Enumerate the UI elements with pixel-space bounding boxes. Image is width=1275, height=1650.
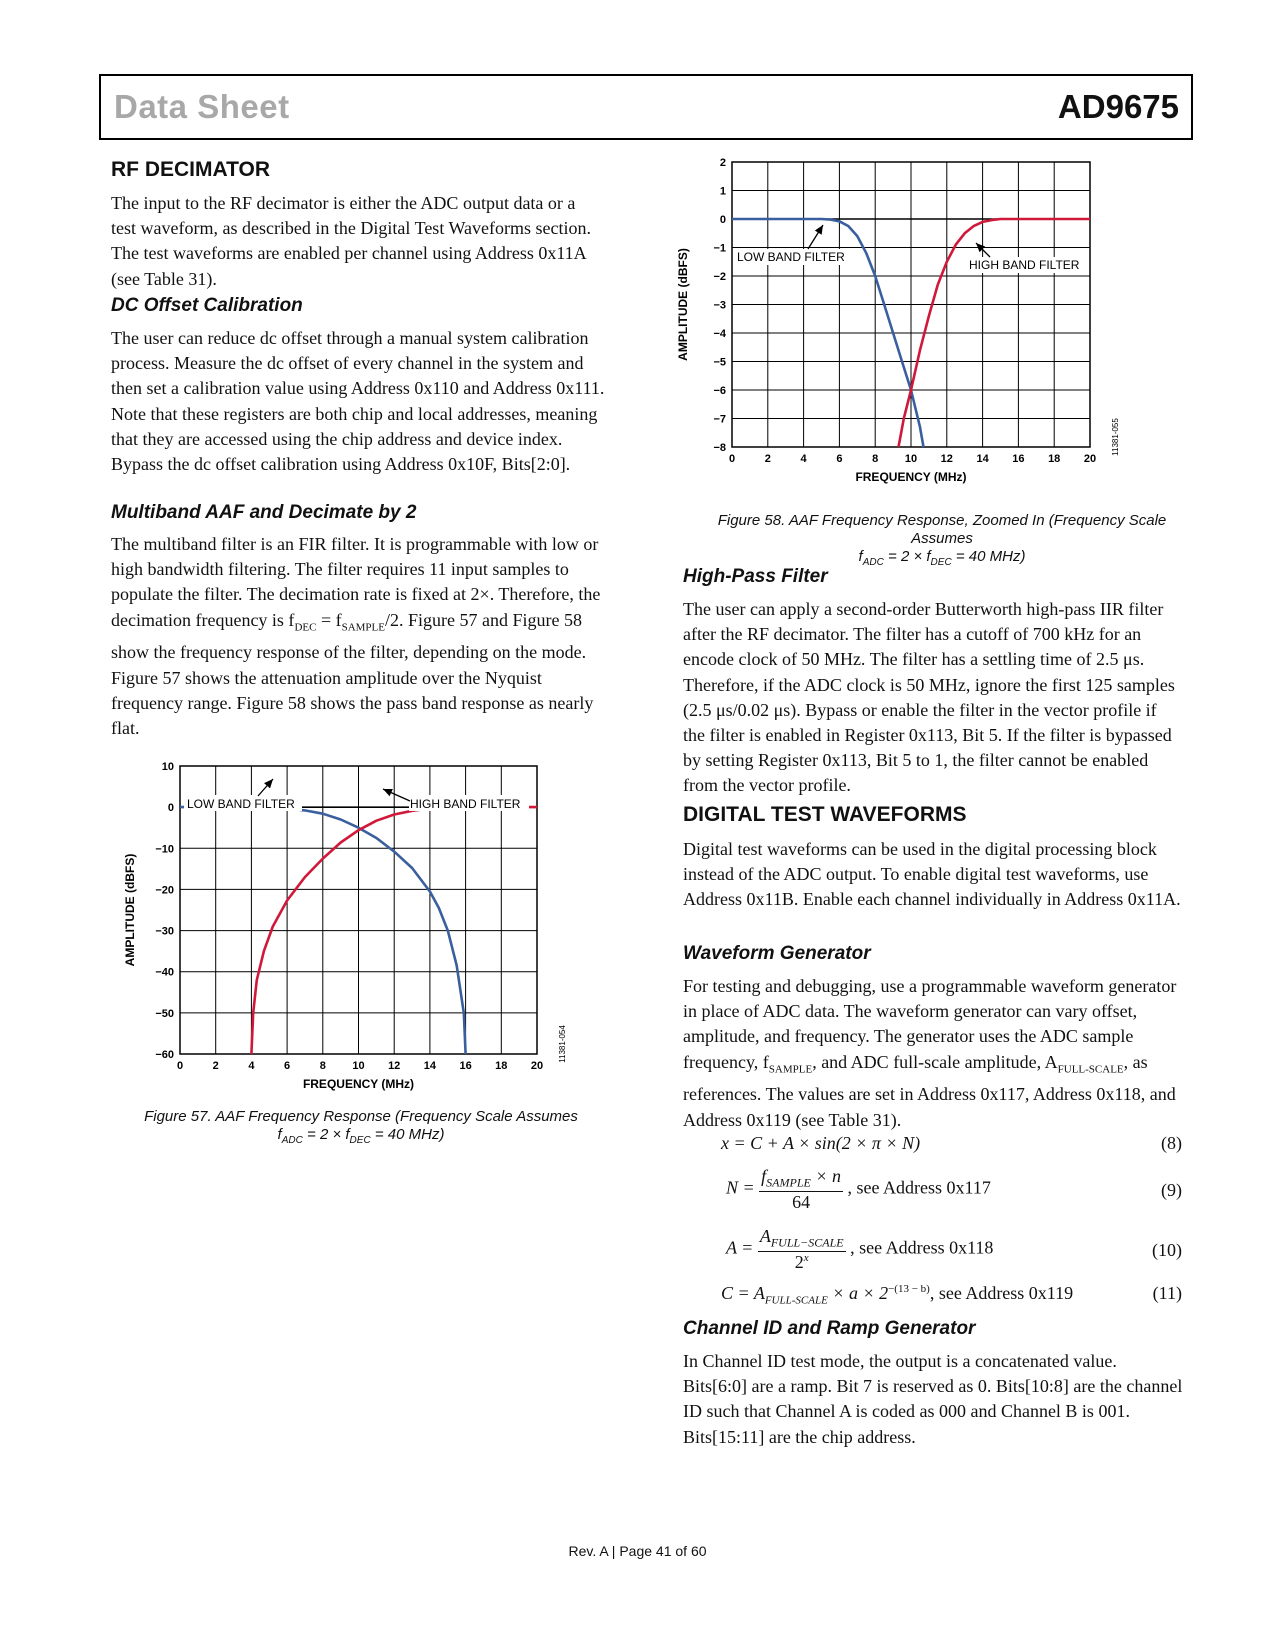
x-tick-label: 4 (800, 453, 807, 465)
low-band-filter-label: LOW BAND FILTER (187, 797, 295, 811)
y-tick-label: −20 (155, 884, 174, 897)
x-tick-label: 18 (495, 1060, 508, 1072)
paragraph-waveform-generator: For testing and debugging, use a programmable waveform generator in place of ADC data. The waveform generator can vary offset, amplitude, and frequency. The generator uses the ADC sample frequency, $f_{SAMPLE}$, and ADC full-scale amplitude, $A_{FULL-SCALE}$, as references. The values are set in Address 0x117, Address 0x118, and Address 0x119 (see Table 31). (683, 976, 1177, 1130)
equation-9: N = $\frac{f_{SAMPLE} \times n}{64}$ , see Address 0x117 (726, 1166, 991, 1212)
paragraph-high-pass-filter: The user can apply a second-order Butterworth high-pass IIR filter after the RF decimator. The filter has a cutoff of 700 kHz for an encode clock of 50 MHz. The filter has a settling time of 2.5 μs. Therefore, if the ADC clock is 50 MHz, ignore the first 125 samples (2.5 μs/0.02 μs). Bypass or enable the filter in the vector profile if the filter is enabled in Register 0x113, Bit 5. If the filter is bypassed by setting Register 0x113, Bit 5 to 1, the filter cannot be enabled from the vector profile. (683, 599, 1175, 796)
x-tick-label: 0 (176, 1060, 184, 1072)
equation-11-number: (11) (1152, 1283, 1182, 1303)
page-footer: Rev. A | Page 41 of 60 (568, 1543, 707, 1559)
heading-high-pass-filter: High-Pass Filter (683, 566, 828, 587)
paragraph-digital-test-waveforms: Digital test waveforms can be used in the digital processing block instead of the ADC output. To enable digital test waveforms, use Address 0x11B. Enable each channel individually in Address 0x11A. (683, 839, 1181, 910)
y-tick-label: −30 (155, 925, 174, 938)
y-tick-label: −5 (713, 356, 726, 369)
y-tick-label: −6 (713, 385, 726, 397)
figure-58-chart (676, 155, 1180, 505)
y-tick-label: 2 (719, 157, 726, 169)
figure-code: 11381-055 (1111, 418, 1120, 456)
equation-8-number: (8) (1161, 1133, 1182, 1153)
x-tick-label: 0 (728, 453, 736, 465)
y-tick-label: −60 (155, 1049, 174, 1061)
y-tick-label: 0 (167, 802, 174, 815)
equation-9-number: (9) (1161, 1180, 1182, 1200)
y-tick-label: −3 (713, 299, 726, 312)
x-tick-label: 10 (352, 1060, 365, 1072)
y-tick-label: −8 (713, 442, 726, 454)
x-tick-label: 6 (836, 453, 843, 465)
equation-11: $C = A_{FULL-SCALE} \times a \times 2^{-(13 - b)}$, see Address 0x119 (721, 1283, 1074, 1307)
x-tick-label: 14 (423, 1060, 437, 1072)
equation-8: x = C + A × sin(2 × π × N) (721, 1133, 921, 1153)
heading-multiband-aaf: Multiband AAF and Decimate by 2 (111, 502, 417, 523)
equation-10: A = $\frac{A_{FULL-SCALE}}{2^x}$ , see Address 0x118 (726, 1226, 994, 1272)
x-axis-label: FREQUENCY (MHz) (302, 1077, 415, 1091)
heading-waveform-generator: Waveform Generator (683, 943, 871, 964)
x-tick-label: 20 (530, 1060, 544, 1072)
y-axis-label: AMPLITUDE (dBFS) (676, 248, 690, 361)
figure-57-caption: Figure 57. AAF Frequency Response (Frequency Scale Assumes $f_{ADC} = 2 \times f_{DEC} = 40$ MHz) (144, 1108, 578, 1146)
y-tick-label: 10 (161, 761, 174, 773)
header-part-number: AD9675 (1057, 88, 1179, 125)
y-tick-label: 0 (719, 214, 726, 226)
paragraph-multiband-aaf: The multiband filter is an FIR filter. It is programmable with low or high bandwidth filtering. The filter requires 11 input samples to populate the filter. The decimation rate is fixed at 2×. Therefore, the decimation frequency is $f_{DEC} = f_{SAMPLE}/2$. Figure 57 and Figure 58 show the frequency response of the filter, depending on the mode. Figure 57 shows the attenuation amplitude over the Nyquist frequency range. Figure 58 shows the pass band response as nearly flat. (111, 534, 601, 739)
low-band-filter-label: LOW BAND FILTER (737, 250, 845, 264)
x-tick-label: 12 (940, 453, 953, 465)
x-tick-label: 20 (1083, 453, 1097, 465)
x-tick-label: 2 (212, 1060, 219, 1072)
y-tick-label: −40 (155, 966, 174, 979)
high-band-filter-label: HIGH BAND FILTER (969, 258, 1080, 272)
figure-58-caption: Figure 58. AAF Frequency Response, Zoomed In (Frequency Scale Assumes $f_{ADC} = 2 \times f_{DEC} = 40$ MHz) (717, 512, 1167, 568)
figure-57-chart (120, 752, 600, 1112)
x-tick-label: 8 (319, 1060, 326, 1072)
x-tick-label: 14 (976, 453, 989, 465)
y-tick-label: −50 (155, 1007, 174, 1020)
heading-digital-test-waveforms: DIGITAL TEST WAVEFORMS (683, 803, 967, 826)
x-tick-label: 16 (459, 1060, 472, 1072)
x-tick-label: 10 (904, 453, 918, 465)
heading-channel-id-ramp: Channel ID and Ramp Generator (683, 1318, 976, 1339)
figure-code: 11381-054 (558, 1025, 567, 1063)
x-tick-label: 8 (872, 453, 879, 465)
x-tick-label: 2 (764, 453, 771, 465)
x-tick-label: 18 (1048, 453, 1061, 465)
paragraph-rf-decimator: The input to the RF decimator is either the ADC output data or a test waveform, as described in the Digital Test Waveforms section. The test waveforms are enabled per channel using Address 0x11A (see Table 31). (111, 193, 591, 289)
y-tick-label: −10 (155, 843, 174, 856)
y-tick-label: −1 (713, 242, 726, 255)
equation-10-number: (10) (1152, 1240, 1182, 1260)
page-header (99, 74, 1193, 140)
x-tick-label: 4 (248, 1060, 255, 1072)
x-tick-label: 6 (284, 1060, 291, 1072)
header-section-label: Data Sheet (114, 88, 290, 125)
heading-rf-decimator: RF DECIMATOR (111, 158, 271, 181)
paragraph-channel-id-ramp: In Channel ID test mode, the output is a concatenated value. Bits[6:0] are a ramp. Bit 7 is reserved as 0. Bits[10:8] are the channel ID such that Channel A is coded as 000 and Channel B is 001. Bits[15:11] are the chip address. (683, 1351, 1183, 1447)
y-tick-label: 1 (719, 185, 726, 198)
paragraph-dc-offset: The user can reduce dc offset through a manual system calibration process. Measure the dc offset of every channel in the system and then set a calibration value using Address 0x110 and Address 0x111. Note that these registers are both chip and local addresses, meaning that they are accessed using the chip address and device index. Bypass the dc offset calibration using Address 0x10F, Bits[2:0]. (111, 328, 605, 475)
annotation-arrowhead (815, 225, 823, 235)
y-tick-label: −4 (713, 328, 726, 340)
heading-dc-offset: DC Offset Calibration (111, 295, 303, 316)
y-tick-label: −7 (713, 413, 726, 426)
x-axis-label: FREQUENCY (MHz) (855, 470, 967, 484)
y-tick-label: −2 (713, 271, 726, 283)
high-band-filter-label: HIGH BAND FILTER (410, 797, 521, 811)
x-tick-label: 16 (1012, 453, 1025, 465)
x-tick-label: 12 (388, 1060, 401, 1072)
y-axis-label: AMPLITUDE (dBFS) (123, 853, 137, 967)
